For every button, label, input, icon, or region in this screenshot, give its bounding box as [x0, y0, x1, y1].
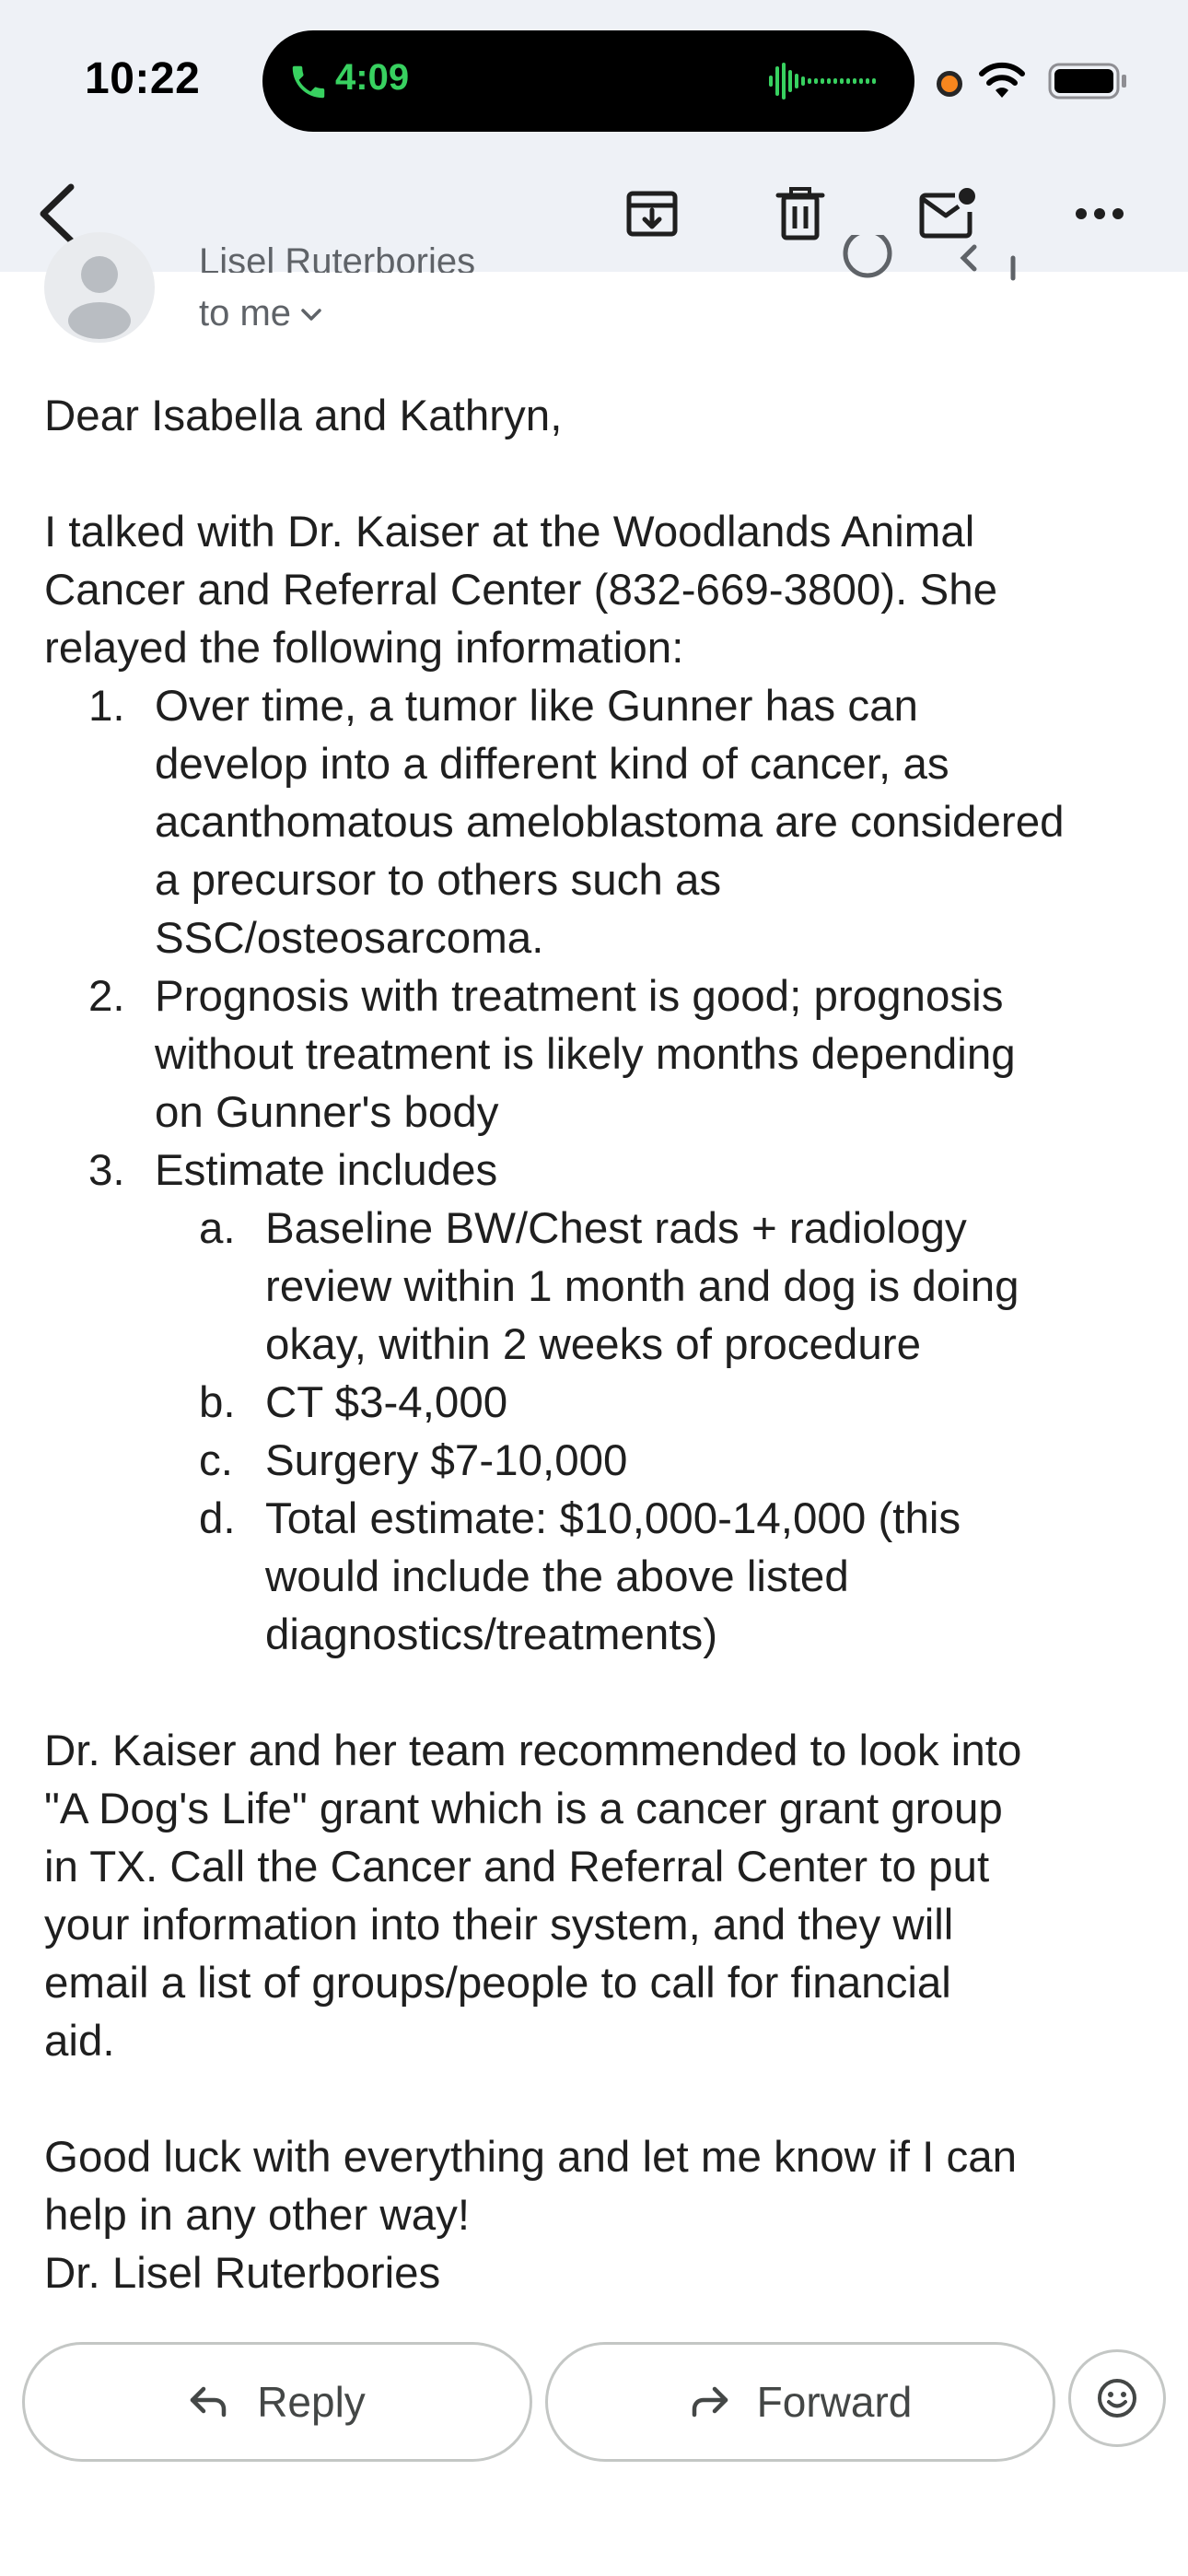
- recommendation-line: in TX. Call the Cancer and Referral Center to put: [44, 1843, 990, 1891]
- recommendation-line: Dr. Kaiser and her team recommended to look into: [44, 1727, 1022, 1775]
- wifi-icon: [978, 61, 1026, 101]
- chevron-down-icon: [300, 308, 322, 322]
- recommendation-line: email a list of groups/people to call for financial: [44, 1959, 951, 2008]
- sub-list-item-line: would include the above listed: [265, 1552, 849, 1601]
- sub-list-item-marker: d.: [199, 1494, 236, 1543]
- email-body: [44, 387, 1159, 2302]
- header-reaction-button[interactable]: [840, 235, 895, 290]
- intro-paragraph: [44, 503, 1159, 677]
- paragraph-spacer: [44, 1664, 1159, 1722]
- microphone-indicator-dot: [937, 71, 962, 97]
- intro-line: Cancer and Referral Center (832-669-3800). She: [44, 566, 998, 615]
- sender-name-clip: [199, 241, 715, 273]
- list-item-line: acanthomatous ameloblastoma are considered: [155, 798, 1065, 847]
- sub-list-item-marker: a.: [199, 1204, 236, 1253]
- recipient-details-toggle[interactable]: [199, 293, 322, 334]
- list-item-marker: 3.: [88, 1146, 125, 1195]
- sub-list-item: [44, 1490, 1159, 1664]
- sender-avatar[interactable]: [44, 232, 155, 343]
- audio-waveform-icon: [769, 61, 879, 101]
- list-item-line: Estimate includes: [155, 1146, 498, 1195]
- recommendation-line: your information into their system, and they will: [44, 1901, 954, 1950]
- numbered-list: [44, 677, 1159, 1664]
- intro-line: I talked with Dr. Kaiser at the Woodlands Animal: [44, 508, 975, 556]
- sub-list-item-line: diagnostics/treatments): [265, 1610, 718, 1659]
- mark-unread-icon: [918, 186, 979, 241]
- list-item-line: SSC/osteosarcoma.: [155, 914, 544, 963]
- intro-line: relayed the following information:: [44, 624, 684, 673]
- smiley-icon: [840, 235, 895, 290]
- back-arrow-icon: [34, 181, 80, 246]
- reply-label: Reply: [257, 2378, 366, 2426]
- sub-list-item: [44, 1374, 1159, 1432]
- archive-button[interactable]: [615, 177, 689, 251]
- sender-name[interactable]: Lisel Ruterbories: [199, 241, 476, 273]
- reply-icon: [958, 241, 1022, 283]
- phone-call-icon: [287, 61, 330, 103]
- recommendation-paragraph: [44, 1722, 1159, 2070]
- header-reply-button[interactable]: [958, 241, 1022, 283]
- closing-line: Dr. Lisel Ruterbories: [44, 2249, 441, 2298]
- sub-list-item-line: okay, within 2 weeks of procedure: [265, 1320, 921, 1369]
- list-item-line: on Gunner's body: [155, 1088, 499, 1137]
- recommendation-line: "A Dog's Life" grant which is a cancer grant group: [44, 1785, 1003, 1833]
- add-reaction-icon: [1096, 2377, 1138, 2419]
- closing-line: help in any other way!: [44, 2191, 471, 2240]
- sub-list-item-marker: b.: [199, 1378, 236, 1427]
- sub-list-item: [44, 1432, 1159, 1490]
- forward-button[interactable]: [545, 2342, 1055, 2462]
- greeting-line: Dear Isabella and Kathryn,: [44, 392, 563, 440]
- call-timer: 4:09: [335, 57, 410, 98]
- list-item: [44, 1142, 1159, 1200]
- list-item-line: Over time, a tumor like Gunner has can: [155, 682, 918, 731]
- paragraph-spacer: [44, 2070, 1159, 2128]
- sub-list-item-line: Surgery $7-10,000: [265, 1436, 628, 1485]
- sub-list-item-marker: c.: [199, 1436, 233, 1485]
- paragraph-spacer: [44, 445, 1159, 503]
- list-item-line: without treatment is likely months depending: [155, 1030, 1016, 1079]
- more-options-button[interactable]: [1063, 177, 1136, 251]
- list-item-line: Prognosis with treatment is good; prognosis: [155, 972, 1004, 1021]
- add-reaction-button[interactable]: [1068, 2349, 1166, 2447]
- delete-button[interactable]: [763, 177, 837, 251]
- battery-icon: [1048, 63, 1129, 100]
- list-item-line: a precursor to others such as: [155, 856, 722, 905]
- more-icon: [1074, 206, 1125, 221]
- sub-list-item-line: Total estimate: $10,000-14,000 (this: [265, 1494, 961, 1543]
- reply-button[interactable]: [22, 2342, 532, 2462]
- forward-label: Forward: [756, 2378, 913, 2426]
- recommendation-line: aid.: [44, 2017, 115, 2066]
- status-time: 10:22: [85, 54, 201, 103]
- status-bar: [0, 0, 1188, 157]
- delete-icon: [775, 186, 826, 241]
- closing-line: Good luck with everything and let me know if I can: [44, 2133, 1018, 2182]
- person-icon: [44, 232, 155, 343]
- list-item: [44, 967, 1159, 1142]
- closing-paragraph: [44, 2128, 1159, 2302]
- list-item-line: develop into a different kind of cancer, as: [155, 740, 949, 789]
- list-item: [44, 677, 1159, 967]
- archive-icon: [624, 186, 680, 241]
- sub-list-item-line: Baseline BW/Chest rads + radiology: [265, 1204, 967, 1253]
- list-item-marker: 1.: [88, 682, 125, 731]
- list-item-marker: 2.: [88, 972, 125, 1021]
- mark-unread-button[interactable]: [912, 177, 985, 251]
- sub-list-item: [44, 1200, 1159, 1374]
- reply-arrow-icon: [189, 2385, 229, 2418]
- sub-list-item-line: CT $3-4,000: [265, 1378, 508, 1427]
- recipient-label: to me: [199, 293, 292, 334]
- sub-list-item-line: review within 1 month and dog is doing: [265, 1262, 1019, 1311]
- forward-arrow-icon: [689, 2385, 729, 2418]
